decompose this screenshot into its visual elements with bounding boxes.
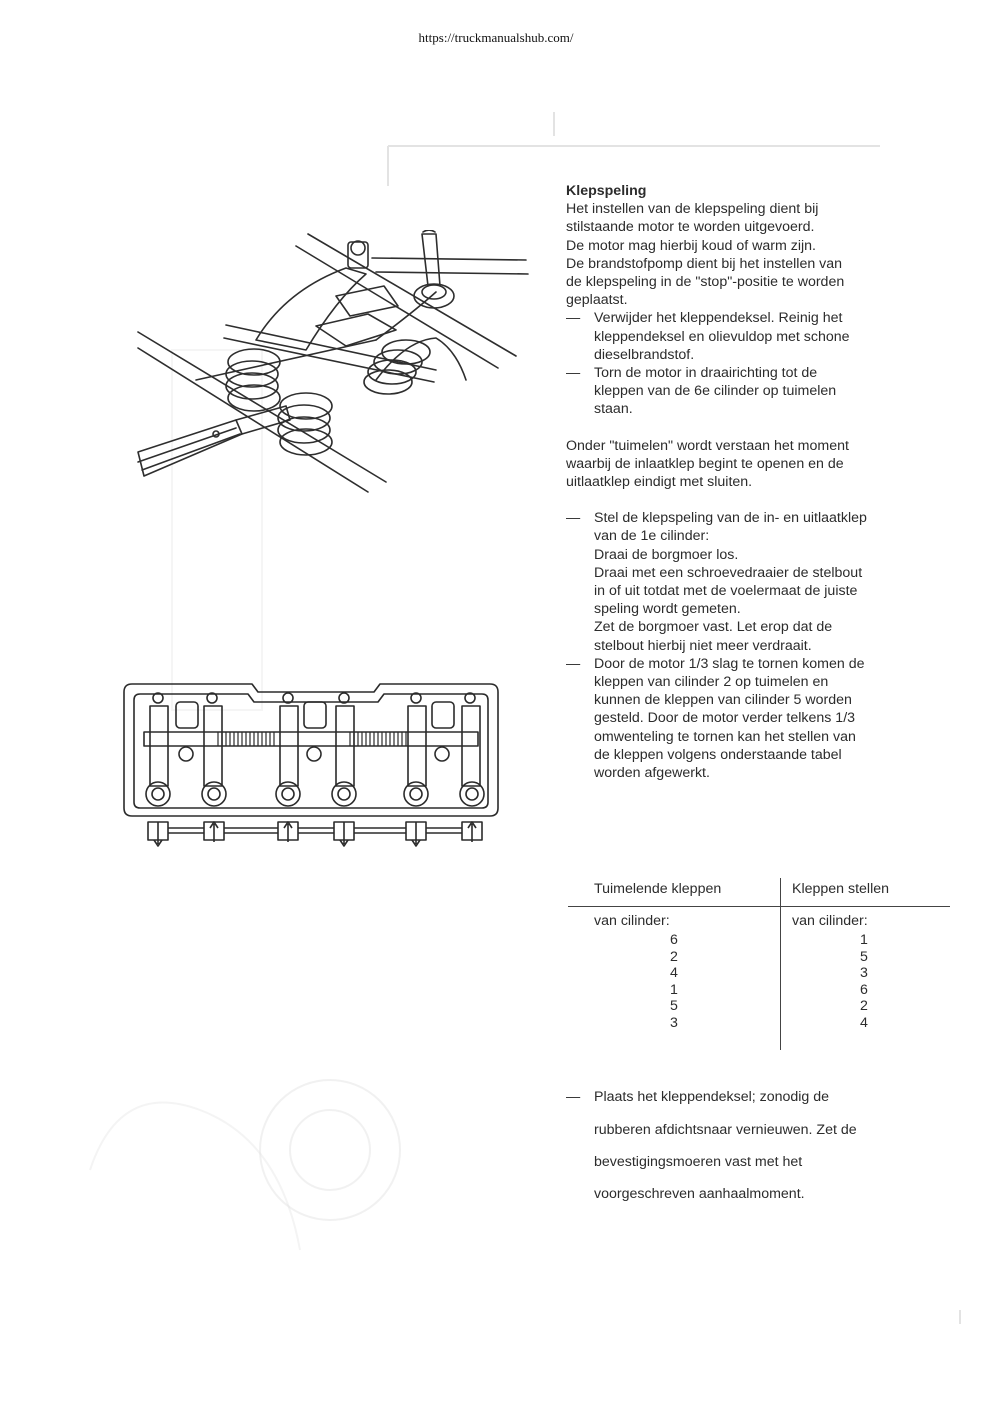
step-line: Door de motor 1/3 slag te tornen komen de [594,655,865,672]
intro-line: geplaatst. [566,292,628,309]
table-cell: 6 [670,932,678,948]
step-line: speling wordt gemeten. [594,601,741,618]
step-line: Torn de motor in draairichting tot de [594,365,818,382]
step-line: Verwijder het kleppendeksel. Reinig het [594,310,843,327]
step-line: worden afgewerkt. [594,765,710,782]
step-line: staan. [594,401,633,418]
table-column-rule [780,878,781,1050]
bullet-dash: — [566,1089,581,1106]
step-line: Draai de borgmoer los. [594,546,739,563]
step-replace-cover [566,1088,951,1203]
table-cell: 4 [670,965,678,981]
step-line: stelbout hierbij niet meer verdraait. [594,637,812,654]
final-step [566,1074,951,1218]
step-line: voorgeschreven aanhaalmoment. [594,1186,805,1203]
table-subheader-right: van cilinder: [792,913,868,929]
step-turn-engine [566,364,951,419]
intro-line: de klepspeling in de "stop"-positie te worden [566,274,845,291]
adjust-cylinders-column [860,932,868,1031]
step-line: Zet de borgmoer vast. Let erop dat de [594,619,833,636]
step-line: Draai met een schroevedraaier de stelbout [594,564,863,581]
step-adjust-cylinder-1 [566,509,951,655]
table-cell: 4 [860,1014,868,1031]
intro-line: De motor mag hierbij koud of warm zijn. [566,237,816,254]
step-line: rubberen afdichtsnaar vernieuwen. Zet de [594,1121,857,1138]
table-header-left: Tuimelende kleppen [594,881,722,897]
step-line: de kleppen volgens onderstaande tabel [594,746,842,763]
step-line: kleppen van de 6e cilinder op tuimelen [594,383,837,400]
bullet-dash: — [566,310,581,327]
table-cell: 3 [670,1014,678,1031]
intro-line: De brandstofpomp dient bij het instellen van [566,255,843,272]
table-header-right: Kleppen stellen [792,881,890,897]
table-cell: 1 [860,932,868,948]
table-cell: 1 [670,981,678,998]
table-cell: 6 [860,981,868,998]
intro-line: stilstaande motor te worden uitgevoerd. [566,219,815,236]
step-line: kleppendeksel en olievuldop met schone [594,328,850,345]
step-remove-cover [566,309,951,364]
cylinder-head-diagram [118,676,502,852]
table-subheader-left: van cilinder: [594,913,670,929]
table-cell: 2 [860,998,868,1014]
definition-line: Onder "tuimelen" wordt verstaan het moment [566,437,849,454]
bullet-dash: — [566,655,581,672]
step-line: Stel de klepspeling van de in- en uitlaatklep [594,510,867,527]
rocker-arm-illustration [136,230,536,500]
table-cell: 5 [670,998,678,1014]
definition-line: uitlaatklep eindigt met sluiten. [566,474,753,491]
intro-line: Het instellen van de klepspeling dient bij [566,201,819,218]
step-line: kleppen van cilinder 2 op tuimelen en [594,674,829,691]
step-line: kunnen de kleppen van cilinder 5 worden [594,692,852,709]
bullet-dash: — [566,365,581,382]
step-line: dieselbrandstof. [594,346,695,363]
step-line: van de 1e cilinder: [594,528,710,545]
table-cell: 3 [860,965,868,981]
step-line: gesteld. Door de motor verder telkens 1/3 [594,710,856,727]
step-line: omwenteling te tornen kan het stellen van [594,728,856,745]
definition-line: waarbij de inlaatklep begint te openen en de [566,455,844,472]
source-url[interactable]: https://truckmanualshub.com/ [418,30,574,45]
bullet-dash: — [566,510,581,527]
step-line: in of uit totdat met de voelermaat de juiste [594,583,858,600]
table-header-rule [568,906,950,907]
rocking-cylinders-column [670,932,678,1031]
step-turn-third [566,655,951,782]
step-line: Plaats het kleppendeksel; zonodig de [594,1089,830,1106]
table-cell: 2 [670,948,678,965]
step-line: bevestigingsmoeren vast met het [594,1153,803,1170]
table-cell: 5 [860,948,868,965]
instructions-column [566,182,951,782]
section-title: Klepspeling [566,183,647,199]
